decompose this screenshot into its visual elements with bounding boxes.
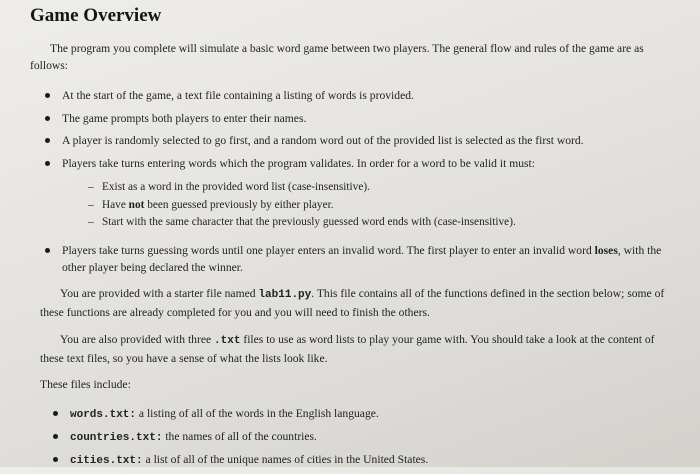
section-heading: Game Overview — [30, 5, 162, 26]
files-list — [50, 405, 650, 474]
bullet-icon — [53, 411, 58, 416]
starter-paragraph: You are provided with a starter file named lab11.py. This file contains all of the functions defined in the section below; some of these functions are already completed for you and you will need to finish the others. — [40, 287, 665, 319]
bullet-icon — [45, 116, 50, 121]
dash-icon: – — [88, 198, 94, 211]
intro-text: The program you complete will simulate a basic word game between two players. The general flow and rules of the game are as follows: — [30, 42, 644, 72]
file-item: cities.txt: a list of all of the unique names of cities in the United States. — [50, 451, 650, 470]
bullet-icon — [53, 434, 58, 439]
files-intro: These files include: — [40, 378, 131, 391]
file-name: words.txt: — [70, 409, 137, 421]
bullet-icon — [45, 161, 50, 166]
file-item: words.txt: a listing of all of the words in the English language. — [50, 405, 650, 424]
validity-item: – Exist as a word in the provided word list (case-insensitive). — [88, 179, 648, 197]
rules-list — [42, 87, 672, 177]
rule-item: A player is randomly selected to go first, and a random word out of the provided list is selected as the first word. — [42, 132, 672, 149]
turns-list — [42, 242, 672, 282]
bullet-icon — [45, 138, 50, 143]
txt-files-paragraph: You are also provided with three .txt files to use as word lists to play your game with. You should take a look at the content of these text files, so you have a sense of what the lists look like. — [40, 333, 655, 365]
rule-item: Players take turns entering words which the program validates. In order for a word to be valid it must: — [42, 155, 672, 172]
validity-list — [88, 179, 648, 232]
file-name: countries.txt: — [70, 432, 163, 444]
validity-item: – Have not been guessed previously by either player. — [88, 197, 648, 215]
validity-item: – Start with the same character that the previously guessed word ends with (case-insensitive). — [88, 214, 648, 232]
bullet-icon — [45, 93, 50, 98]
txt-extension: .txt — [214, 335, 241, 347]
bullet-icon — [45, 248, 50, 253]
rule-item: At the start of the game, a text file containing a listing of words is provided. — [42, 87, 672, 104]
dash-icon: – — [88, 216, 94, 228]
file-name: cities.txt: — [70, 455, 143, 467]
dash-icon: – — [88, 181, 94, 193]
bullet-icon — [53, 457, 58, 462]
rule-item: The game prompts both players to enter their names. — [42, 110, 672, 127]
rule-item: Players take turns guessing words until one player enters an invalid word. The first player to enter an invalid word loses, with the other player being declared the winner. — [42, 242, 672, 276]
intro-paragraph — [30, 40, 675, 74]
starter-filename: lab11.py — [258, 289, 312, 301]
file-item: countries.txt: the names of all of the countries. — [50, 428, 650, 447]
